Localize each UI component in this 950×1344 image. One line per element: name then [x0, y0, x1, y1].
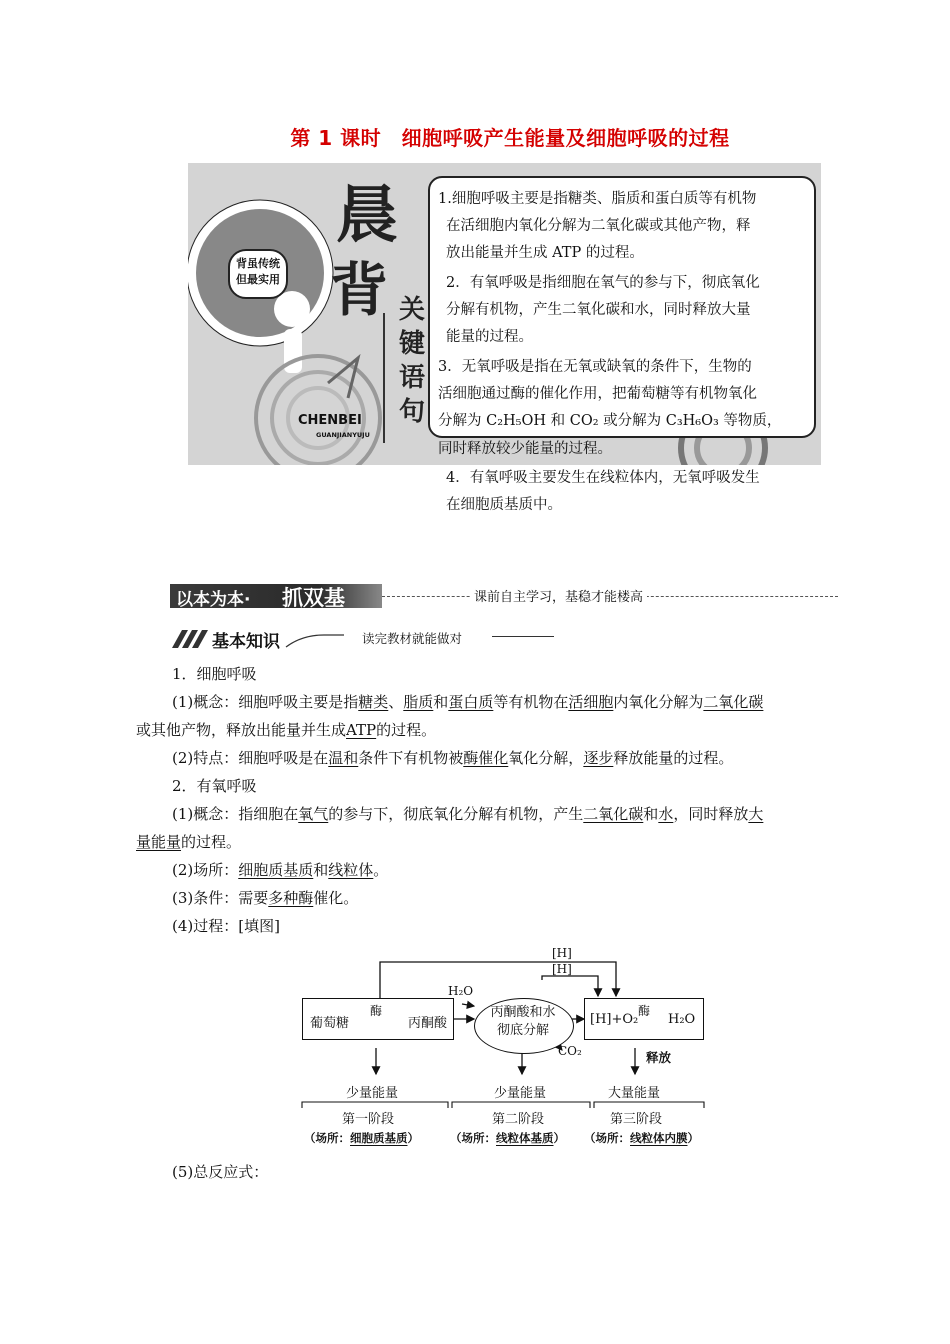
- aerobic-process-line: (4)过程：[填图]: [172, 917, 280, 935]
- vertical-char-3: 语: [398, 363, 425, 393]
- bubble-line-1: 背虽传统: [236, 257, 280, 270]
- concept-line-1: (1)概念：细胞呼吸主要是指糖类、脂质和蛋白质等有机物在活细胞内氧化分解为二氧化碳: [172, 693, 764, 711]
- key-point-3-line-1: 3．无氧呼吸是指在无氧或缺氧的条件下，生物的: [438, 359, 752, 375]
- section-bar: [170, 584, 838, 608]
- key-point-1-line-1: 1.细胞呼吸主要是指糖类、脂质和蛋白质等有机物: [438, 191, 757, 207]
- release-label: 释放: [646, 1050, 672, 1065]
- note-rule: [492, 636, 554, 637]
- speech-bubble: [228, 249, 288, 299]
- brand-main: CHENBEI: [298, 413, 362, 428]
- big-char-morning: 晨: [336, 178, 399, 251]
- bubble-line-2: 但最实用: [236, 273, 280, 286]
- heading-aerobic: 2．有氧呼吸: [172, 777, 257, 795]
- aerobic-concept-line-1: (1)概念：指细胞在氧气的参与下，彻底氧化分解有机物，产生二氧化碳和水，同时释放大: [172, 805, 764, 823]
- section-tag: [170, 584, 382, 608]
- key-point-2-line-1: 2．有氧呼吸是指细胞在氧气的参与下，彻底氧化: [446, 275, 760, 291]
- section-slogan: 课前自主学习，基稳才能楼高: [470, 586, 647, 605]
- subsection-title: 基本知识: [212, 632, 280, 652]
- stage-2-label: 第二阶段: [492, 1112, 545, 1127]
- feature-line: (2)特点：细胞呼吸是在温和条件下有机物被酶催化氧化分解，逐步释放能量的过程。: [172, 749, 734, 767]
- overall-equation-line: (5)总反应式：: [172, 1163, 269, 1181]
- key-point-2-line-3: 能量的过程。: [446, 329, 533, 345]
- aerobic-condition-line: (3)条件：需要多种酶催化。: [172, 889, 359, 907]
- subsection-heading: [172, 627, 552, 651]
- glucose-label: 葡萄糖: [310, 1016, 350, 1031]
- key-point-3-line-4: 同时释放较少能量的过程。: [438, 441, 612, 457]
- energy-stage-3: 大量能量: [608, 1086, 661, 1101]
- stripes-icon: [172, 628, 212, 650]
- pyruvate-label: 丙酮酸: [408, 1016, 448, 1031]
- heading-cell-respiration: 1．细胞呼吸: [172, 665, 257, 683]
- water-input-label: H₂O: [448, 984, 474, 998]
- vertical-key-phrase: [396, 293, 428, 429]
- site-stage-2: （场所：线粒体基质）: [450, 1131, 565, 1145]
- key-point-1-line-3: 放出能量并生成 ATP 的过程。: [446, 245, 644, 261]
- enzyme-label-2: 酶: [638, 1004, 651, 1018]
- concept-line-2: 或其他产物，释放出能量并生成ATP的过程。: [136, 721, 437, 739]
- key-point-4-line-2: 在细胞质基质中。: [446, 497, 562, 513]
- key-point-3-line-2: 活细胞通过酶的催化作用，把葡萄糖等有机物氧化: [438, 386, 757, 402]
- key-point-4-line-1: 4．有氧呼吸主要发生在线粒体内，无氧呼吸发生: [446, 470, 760, 486]
- brand-sub: GUANJIANYUJU: [316, 431, 370, 439]
- energy-stage-2: 少量能量: [494, 1086, 547, 1101]
- vertical-char-4: 句: [398, 397, 425, 427]
- aerobic-concept-line-2: 量能量的过程。: [136, 833, 242, 851]
- site-stage-3: （场所：线粒体内膜）: [584, 1131, 699, 1145]
- vertical-char-1: 关: [398, 295, 425, 325]
- stage-1-label: 第一阶段: [342, 1112, 395, 1127]
- aerobic-site-line: (2)场所：细胞质基质和线粒体。: [172, 861, 389, 879]
- energy-stage-1: 少量能量: [346, 1086, 399, 1101]
- ellipse-text: [474, 1004, 572, 1040]
- stage-3-label: 第三阶段: [610, 1112, 663, 1127]
- page-title: 第 1 课时 细胞呼吸产生能量及细胞呼吸的过程: [290, 126, 730, 150]
- ellipse-line-2: 彻底分解: [496, 1023, 549, 1038]
- vertical-char-2: 键: [398, 329, 425, 359]
- hydrogen-oxygen-label: [H]+O₂: [590, 1012, 639, 1027]
- key-point-1-line-2: 在活细胞内氧化分解为二氧化碳或其他产物，释: [446, 218, 751, 234]
- big-char-recite: 背: [330, 256, 389, 324]
- co2-output-label: CO₂: [558, 1044, 582, 1058]
- ellipse-line-1: 丙酮酸和水: [490, 1005, 556, 1020]
- water-output-label: H₂O: [668, 1012, 696, 1027]
- aerobic-process-diagram: [290, 940, 720, 1150]
- heading-curve: [284, 627, 344, 649]
- hydrogen-label-1: [H]: [552, 946, 572, 960]
- site-stage-1: （场所：细胞质基质）: [304, 1131, 419, 1145]
- subsection-note: 读完教材就能做对: [362, 631, 463, 646]
- key-point-3-line-3: 分解为 C₂H₅OH 和 CO₂ 或分解为 C₃H₆O₃ 等物质，: [438, 413, 782, 429]
- section-tag-a: 以本为本·: [176, 590, 251, 610]
- hydrogen-label-2: [H]: [552, 962, 572, 976]
- key-point-2-line-2: 分解有机物，产生二氧化碳和水，同时释放大量: [446, 302, 751, 318]
- enzyme-label-1: 酶: [370, 1004, 383, 1018]
- section-tag-b: 抓双基: [282, 586, 345, 610]
